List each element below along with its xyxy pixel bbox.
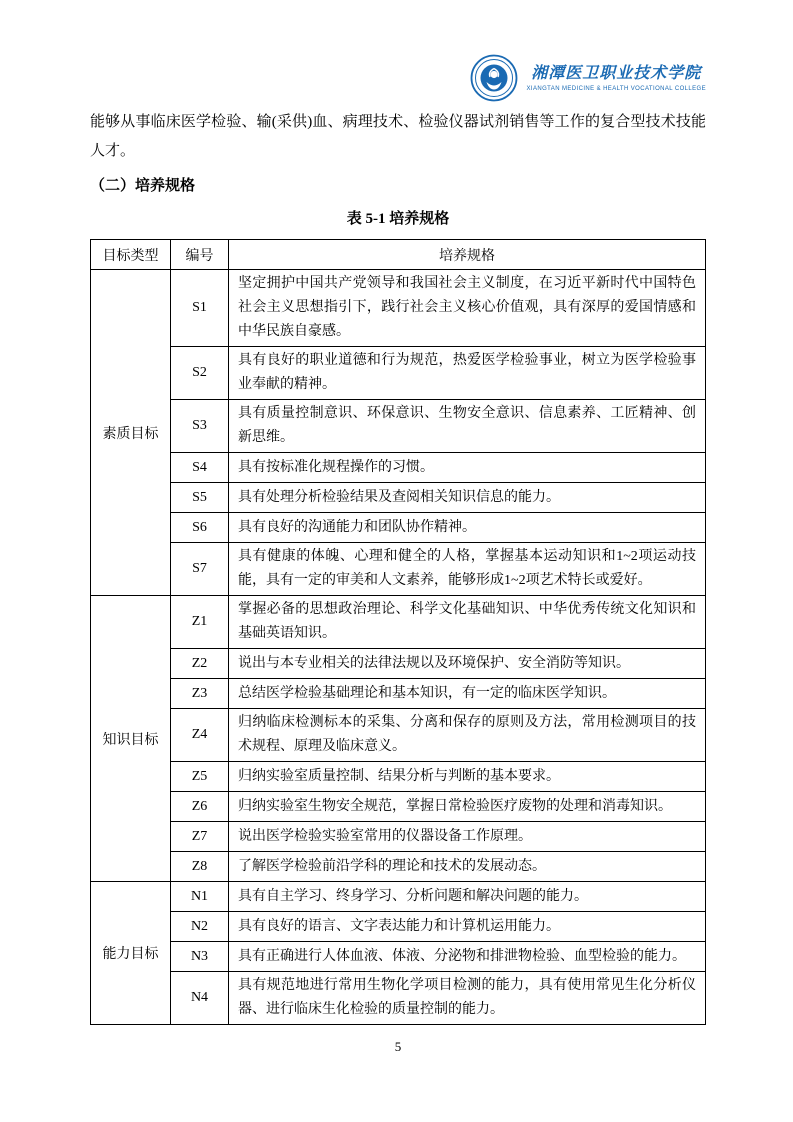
spec-text-cell: 具有质量控制意识、环保意识、生物安全意识、信息素养、工匠精神、创新思维。 <box>229 400 706 453</box>
spec-row <box>91 822 706 852</box>
spec-text-cell: 具有按标准化规程操作的习惯。 <box>229 453 706 483</box>
spec-text-cell: 具有规范地进行常用生物化学项目检测的能力，具有使用常见生化分析仪器、进行临床生化检验的质量控制的能力。 <box>229 972 706 1025</box>
spec-text-cell: 具有良好的语言、文字表达能力和计算机运用能力。 <box>229 912 706 942</box>
spec-row <box>91 543 706 596</box>
spec-row <box>91 400 706 453</box>
code-cell: S1 <box>171 270 229 347</box>
spec-text-cell: 说出医学检验实验室常用的仪器设备工作原理。 <box>229 822 706 852</box>
spec-text-cell: 说出与本专业相关的法律法规以及环境保护、安全消防等知识。 <box>229 649 706 679</box>
category-cell: 知识目标 <box>91 596 171 882</box>
college-logo-text <box>527 64 706 93</box>
spec-text-cell: 归纳实验室质量控制、结果分析与判断的基本要求。 <box>229 762 706 792</box>
spec-text-cell: 归纳临床检测标本的采集、分离和保存的原则及方法，常用检测项目的技术规程、原理及临床意义。 <box>229 709 706 762</box>
code-cell: Z7 <box>171 822 229 852</box>
col-header-spec: 培养规格 <box>229 240 706 270</box>
page-number: 5 <box>394 1039 402 1054</box>
spec-text-cell: 具有自主学习、终身学习、分析问题和解决问题的能力。 <box>229 882 706 912</box>
spec-text-cell: 坚定拥护中国共产党领导和我国社会主义制度，在习近平新时代中国特色社会主义思想指引下，践行社会主义核心价值观，具有深厚的爱国情感和中华民族自豪感。 <box>229 270 706 347</box>
spec-row <box>91 513 706 543</box>
intro-paragraph: 能够从事临床医学检验、输(采供)血、病理技术、检验仪器试剂销售等工作的复合型技术技能人才。 <box>90 114 706 159</box>
col-header-category: 目标类型 <box>91 240 171 270</box>
spec-row <box>91 972 706 1025</box>
code-cell: S2 <box>171 347 229 400</box>
spec-row <box>91 270 706 347</box>
code-cell: S7 <box>171 543 229 596</box>
college-name-en: XIANGTAN MEDICINE & HEALTH VOCATIONAL COLLEGE <box>526 86 706 93</box>
col-header-code: 编号 <box>171 240 229 270</box>
code-cell: N2 <box>171 912 229 942</box>
spec-row <box>91 762 706 792</box>
code-cell: Z1 <box>171 596 229 649</box>
code-cell: N4 <box>171 972 229 1025</box>
code-cell: N3 <box>171 942 229 972</box>
college-emblem-icon <box>470 54 518 102</box>
spec-row <box>91 709 706 762</box>
category-cell: 素质目标 <box>91 270 171 596</box>
code-cell: N1 <box>171 882 229 912</box>
code-cell: S4 <box>171 453 229 483</box>
code-cell: S3 <box>171 400 229 453</box>
code-cell: Z4 <box>171 709 229 762</box>
code-cell: Z6 <box>171 792 229 822</box>
spec-row <box>91 483 706 513</box>
spec-row <box>91 679 706 709</box>
spec-row <box>91 453 706 483</box>
code-cell: Z2 <box>171 649 229 679</box>
spec-row <box>91 792 706 822</box>
code-cell: S5 <box>171 483 229 513</box>
section-heading: （二）培养规格 <box>90 178 196 194</box>
spec-text-cell: 具有正确进行人体血液、体液、分泌物和排泄物检验、血型检验的能力。 <box>229 942 706 972</box>
college-logo <box>470 54 706 102</box>
spec-text-cell: 具有良好的沟通能力和团队协作精神。 <box>229 513 706 543</box>
code-cell: Z3 <box>171 679 229 709</box>
category-cell: 能力目标 <box>91 882 171 1025</box>
spec-text-cell: 具有处理分析检验结果及查阅相关知识信息的能力。 <box>229 483 706 513</box>
page-footer <box>90 1038 706 1056</box>
spec-row <box>91 347 706 400</box>
spec-row <box>91 649 706 679</box>
code-cell: Z8 <box>171 852 229 882</box>
page-header <box>90 0 706 105</box>
college-name-cn: 湘潭医卫职业技术学院 <box>531 64 702 82</box>
spec-text-cell: 了解医学检验前沿学科的理论和技术的发展动态。 <box>229 852 706 882</box>
table-header-row <box>91 240 706 270</box>
training-spec-table <box>90 239 706 1025</box>
spec-text-cell: 掌握必备的思想政治理论、科学文化基础知识、中华优秀传统文化知识和基础英语知识。 <box>229 596 706 649</box>
spec-row <box>91 912 706 942</box>
spec-text-cell: 具有健康的体魄、心理和健全的人格，掌握基本运动知识和1~2项运动技能，具有一定的审美和人文素养，能够形成1~2项艺术特长或爱好。 <box>229 543 706 596</box>
spec-row <box>91 882 706 912</box>
spec-row <box>91 596 706 649</box>
spec-row <box>91 942 706 972</box>
spec-text-cell: 具有良好的职业道德和行为规范，热爱医学检验事业，树立为医学检验事业奉献的精神。 <box>229 347 706 400</box>
code-cell: Z5 <box>171 762 229 792</box>
spec-text-cell: 归纳实验室生物安全规范，掌握日常检验医疗废物的处理和消毒知识。 <box>229 792 706 822</box>
spec-text-cell: 总结医学检验基础理论和基本知识，有一定的临床医学知识。 <box>229 679 706 709</box>
document-body <box>90 108 706 1025</box>
spec-row <box>91 852 706 882</box>
code-cell: S6 <box>171 513 229 543</box>
table-title: 表 5-1 培养规格 <box>346 211 450 227</box>
